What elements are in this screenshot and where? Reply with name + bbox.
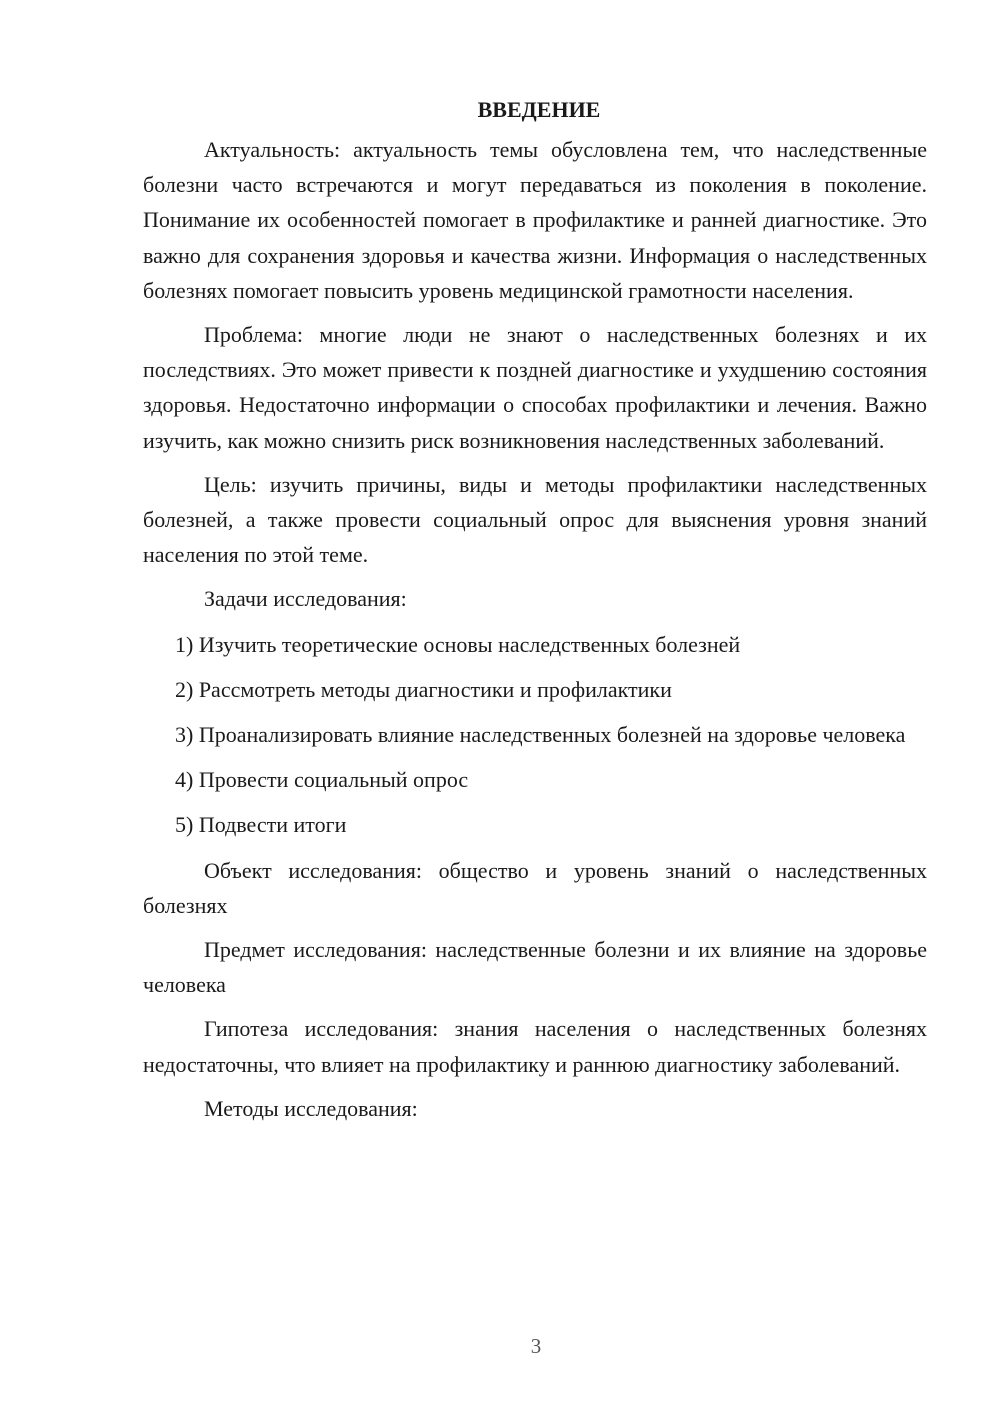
relevance-paragraph: Актуальность: актуальность темы обусловлена тем, что наследственные болезни часто встречаются и могут передаваться из поколения в поколение. Понимание их особенностей помогает в профилактике и ранней диагностике. Это важно для сохранения здоровья и качества жизни. Информация о наследственных болезнях помогает повысить уровень медицинской грамотности населения.: [143, 137, 927, 303]
task-item-2: 2) Рассмотреть методы диагностики и профилактики: [175, 676, 672, 702]
tasks-heading: Задачи исследования:: [204, 586, 407, 612]
hypothesis-paragraph: Гипотеза исследования: знания населения о наследственных болезнях недостаточны, что влияет на профилактику и раннюю диагностику заболеваний.: [143, 1016, 927, 1077]
page-number: 3: [530, 1334, 542, 1358]
task-item-5: 5) Подвести итоги: [175, 812, 347, 838]
problem-paragraph: Проблема: многие люди не знают о наследственных болезнях и их последствиях. Это может привести к поздней диагностике и ухудшению состояния здоровья. Недостаточно информации о способах профилактики и лечения. Важно изучить, как можно снизить риск возникновения наследственных заболеваний.: [143, 322, 927, 453]
document-page: [143, 92, 927, 1136]
task-item-3: 3) Проанализировать влияние наследственных болезней на здоровье человека: [175, 722, 906, 748]
goal-paragraph: Цель: изучить причины, виды и методы профилактики наследственных болезней, а также провести социальный опрос для выяснения уровня знаний населения по этой теме.: [143, 471, 927, 568]
task-item-1: 1) Изучить теоретические основы наследственных болезней: [175, 631, 741, 657]
page-title: ВВЕДЕНИЕ: [477, 97, 601, 122]
object-paragraph: Объект исследования: общество и уровень знаний о наследственных болезнях: [143, 857, 927, 918]
task-item-4: 4) Провести социальный опрос: [175, 767, 469, 793]
methods-heading: Методы исследования:: [204, 1095, 418, 1121]
subject-paragraph: Предмет исследования: наследственные болезни и их влияние на здоровье человека: [143, 937, 927, 998]
